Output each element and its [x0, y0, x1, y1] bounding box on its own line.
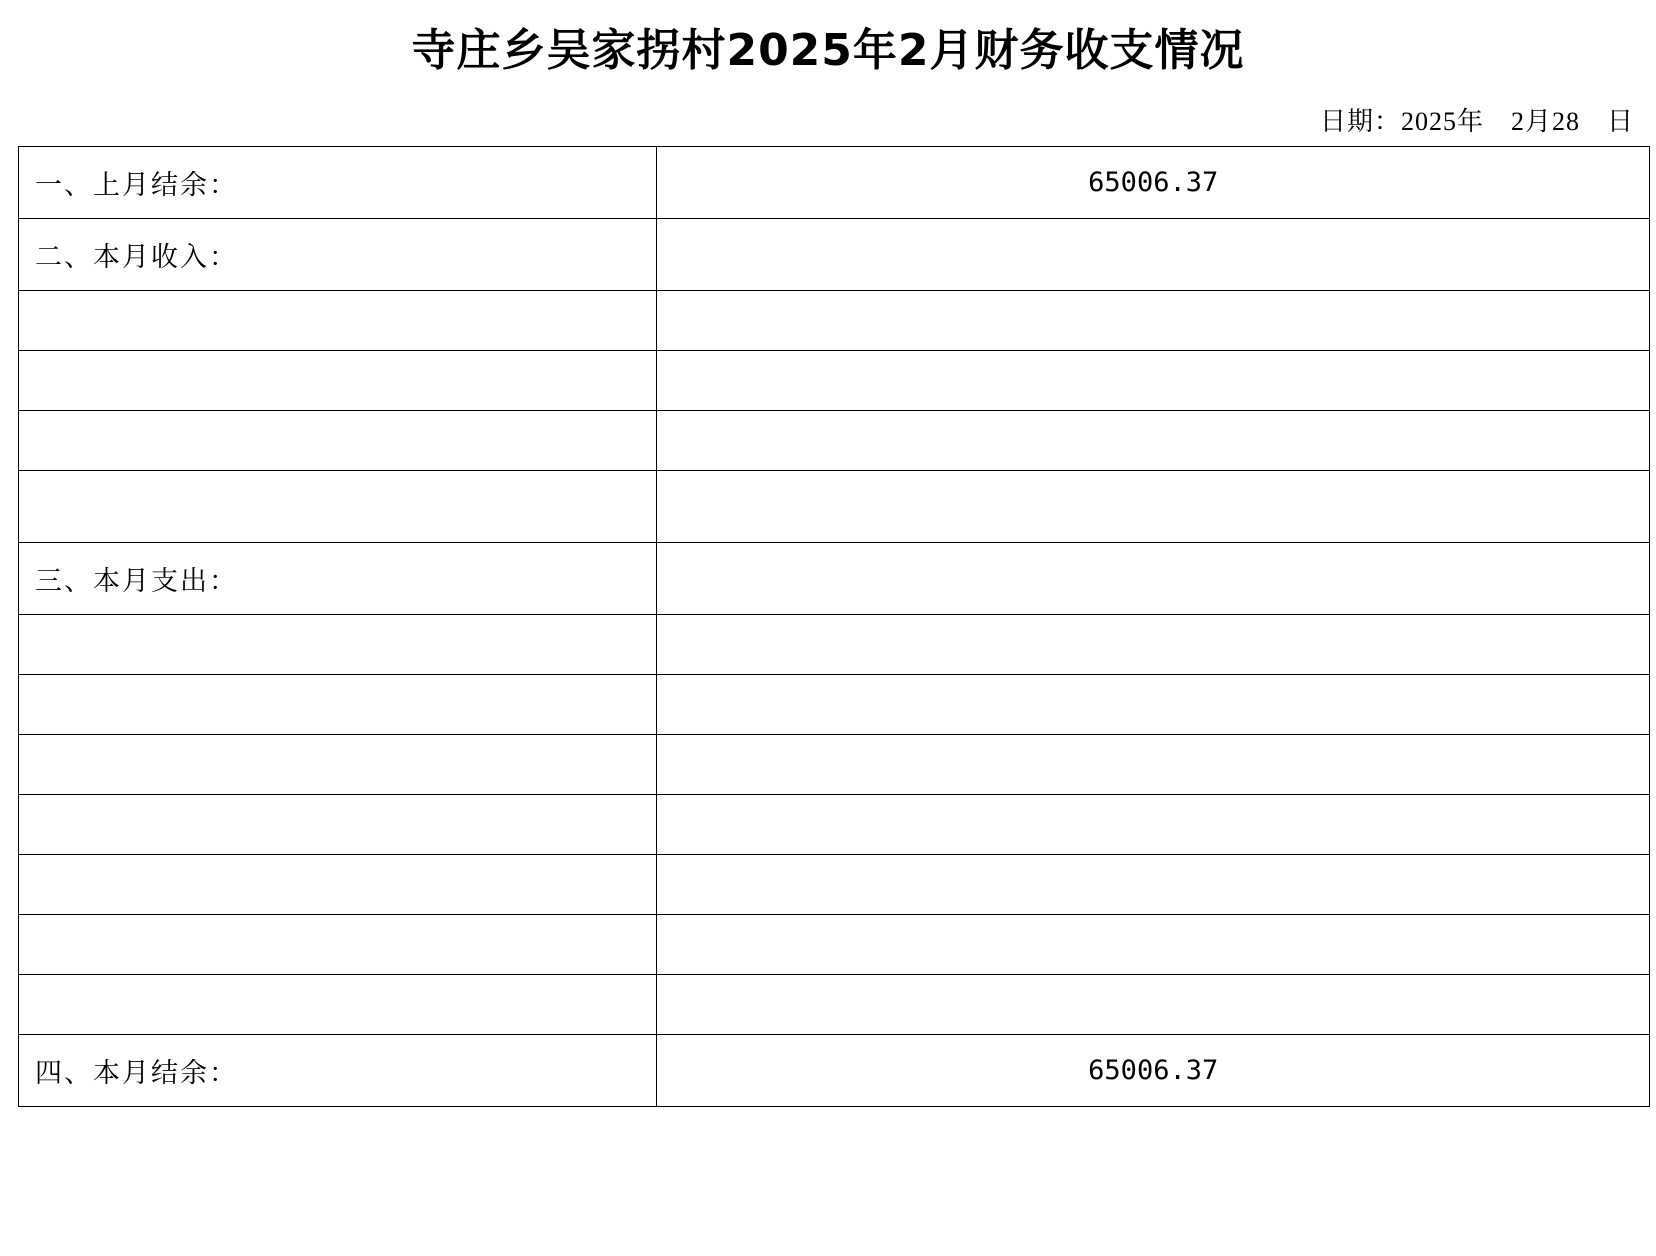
table-cell-label[interactable]	[19, 291, 657, 351]
table-cell-value[interactable]	[657, 855, 1650, 915]
table-cell-label[interactable]	[19, 147, 657, 219]
table-row	[19, 915, 1650, 975]
table-cell-label[interactable]	[19, 1035, 657, 1107]
table-cell-label-text: 二、本月收入：	[35, 242, 238, 272]
table-cell-label[interactable]	[19, 471, 657, 543]
table-cell-label[interactable]	[19, 543, 657, 615]
table-cell-value-text: 65006.37	[1088, 167, 1219, 198]
table-row	[19, 543, 1650, 615]
page-title: 寺庄乡吴家拐村2025年2月财务收支情况	[411, 25, 1245, 76]
table-cell-label[interactable]	[19, 795, 657, 855]
table-cell-label-text: 一、上月结余：	[35, 170, 238, 200]
table-cell-label[interactable]	[19, 615, 657, 675]
table-row	[19, 795, 1650, 855]
table-row	[19, 411, 1650, 471]
table-cell-label[interactable]	[19, 975, 657, 1035]
table-cell-value[interactable]	[657, 147, 1650, 219]
date-row	[0, 92, 1656, 146]
table-cell-value[interactable]	[657, 975, 1650, 1035]
table-cell-value[interactable]	[657, 219, 1650, 291]
table-row	[19, 675, 1650, 735]
table-row	[19, 1035, 1650, 1107]
table-cell-label[interactable]	[19, 411, 657, 471]
table-cell-value[interactable]	[657, 735, 1650, 795]
table-cell-label[interactable]	[19, 675, 657, 735]
table-cell-value[interactable]	[657, 615, 1650, 675]
table-cell-value[interactable]	[657, 351, 1650, 411]
table-cell-value[interactable]	[657, 795, 1650, 855]
table-row	[19, 735, 1650, 795]
table-row	[19, 855, 1650, 915]
table-row	[19, 351, 1650, 411]
report-date: 日期：2025年 2月28 日	[1319, 106, 1634, 136]
table-cell-label[interactable]	[19, 351, 657, 411]
table-row	[19, 471, 1650, 543]
table-cell-label[interactable]	[19, 855, 657, 915]
table-cell-value[interactable]	[657, 543, 1650, 615]
table-cell-value[interactable]	[657, 291, 1650, 351]
table-cell-value[interactable]	[657, 675, 1650, 735]
table-row	[19, 291, 1650, 351]
table-row	[19, 615, 1650, 675]
table-cell-label[interactable]	[19, 735, 657, 795]
finance-table-body	[19, 147, 1650, 1107]
table-row	[19, 975, 1650, 1035]
title-row	[0, 0, 1656, 92]
table-row	[19, 147, 1650, 219]
table-cell-value[interactable]	[657, 1035, 1650, 1107]
table-cell-label[interactable]	[19, 219, 657, 291]
table-cell-value-text: 65006.37	[1088, 1055, 1219, 1086]
table-row	[19, 219, 1650, 291]
table-cell-value[interactable]	[657, 915, 1650, 975]
table-cell-label[interactable]	[19, 915, 657, 975]
table-cell-label-text: 四、本月结余：	[35, 1058, 238, 1088]
table-cell-label-text: 三、本月支出：	[35, 566, 238, 596]
table-cell-value[interactable]	[657, 471, 1650, 543]
table-cell-value[interactable]	[657, 411, 1650, 471]
finance-table	[18, 146, 1650, 1107]
